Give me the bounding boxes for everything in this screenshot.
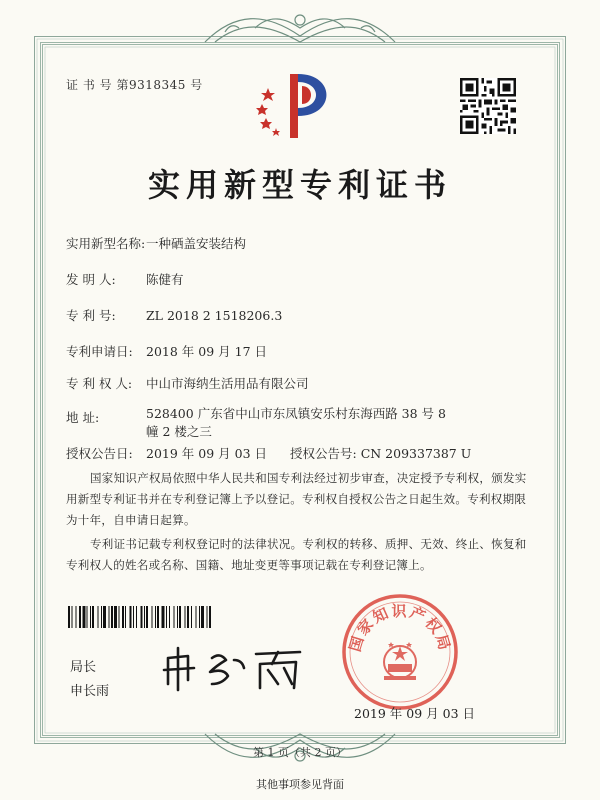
inventor-value: 陈健有 — [146, 272, 184, 287]
grant-date-row — [66, 444, 267, 462]
barcode-icon — [68, 606, 328, 628]
utility-model-name-value: 一种硒盖安装结构 — [146, 236, 247, 251]
grant-number-value: CN 209337387 U — [360, 446, 472, 461]
patent-number-row — [66, 306, 282, 324]
utility-model-name-label: 实用新型名称: — [66, 236, 146, 251]
grant-statement-paragraph: 国家知识产权局依照中华人民共和国专利法经过初步审查，决定授予专利权，颁发实用新型专利证书并在专利登记簿上予以登记。专利权自授权公告之日起生效。专利权期限为十年，自申请日起算。 — [66, 471, 527, 527]
grant-date-label: 授权公告日: — [66, 446, 133, 461]
address-row — [66, 408, 146, 426]
director-title: 局长 — [70, 660, 97, 675]
official-seal — [340, 592, 460, 712]
seal-date: 2019 年 09 月 03 日 — [354, 706, 475, 721]
footer-note: 其他事项参见背面 — [256, 778, 344, 791]
patentee-value: 中山市海纳生活用品有限公司 — [146, 376, 309, 391]
patent-number-value: ZL 2018 2 1518206.3 — [146, 308, 283, 323]
grant-number-row — [290, 444, 471, 462]
page-number: 第 1 页（共 2 页） — [253, 746, 347, 759]
patentee-label: 专 利 权 人: — [66, 376, 133, 391]
grant-date-value: 2019 年 09 月 03 日 — [146, 446, 267, 461]
director-signature — [160, 644, 310, 694]
director-name: 申长雨 — [70, 684, 110, 699]
inventor-label: 发 明 人: — [66, 272, 116, 287]
grant-number-label: 授权公告号: — [290, 446, 357, 461]
top-ornament — [195, 8, 405, 52]
patentee-row — [66, 374, 309, 392]
certificate-number: 证 书 号 第9318345 号 — [66, 78, 203, 92]
certificate-title: 实用新型专利证书 — [147, 166, 452, 204]
patent-number-label: 专 利 号: — [66, 308, 116, 323]
legal-status-paragraph: 专利证书记载专利权登记时的法律状况。专利权的转移、质押、无效、终止、恢复和专利权人的姓名或名称、国籍、地址变更等事项记载在专利登记簿上。 — [66, 537, 527, 572]
inventor-row — [66, 270, 184, 288]
seal-text: 国家知识产权局 — [345, 602, 455, 654]
address-label: 地 址: — [66, 410, 100, 425]
filing-date-row — [66, 342, 267, 360]
filing-date-value: 2018 年 09 月 17 日 — [146, 344, 267, 359]
qr-code-icon — [460, 78, 516, 134]
address-value: 528400 广东省中山市东凤镇安乐村东海西路 38 号 8 幢 2 楼之三 — [146, 406, 446, 439]
patent-office-emblem-icon — [250, 66, 350, 146]
utility-model-name-row — [66, 234, 246, 252]
filing-date-label: 专利申请日: — [66, 344, 133, 359]
